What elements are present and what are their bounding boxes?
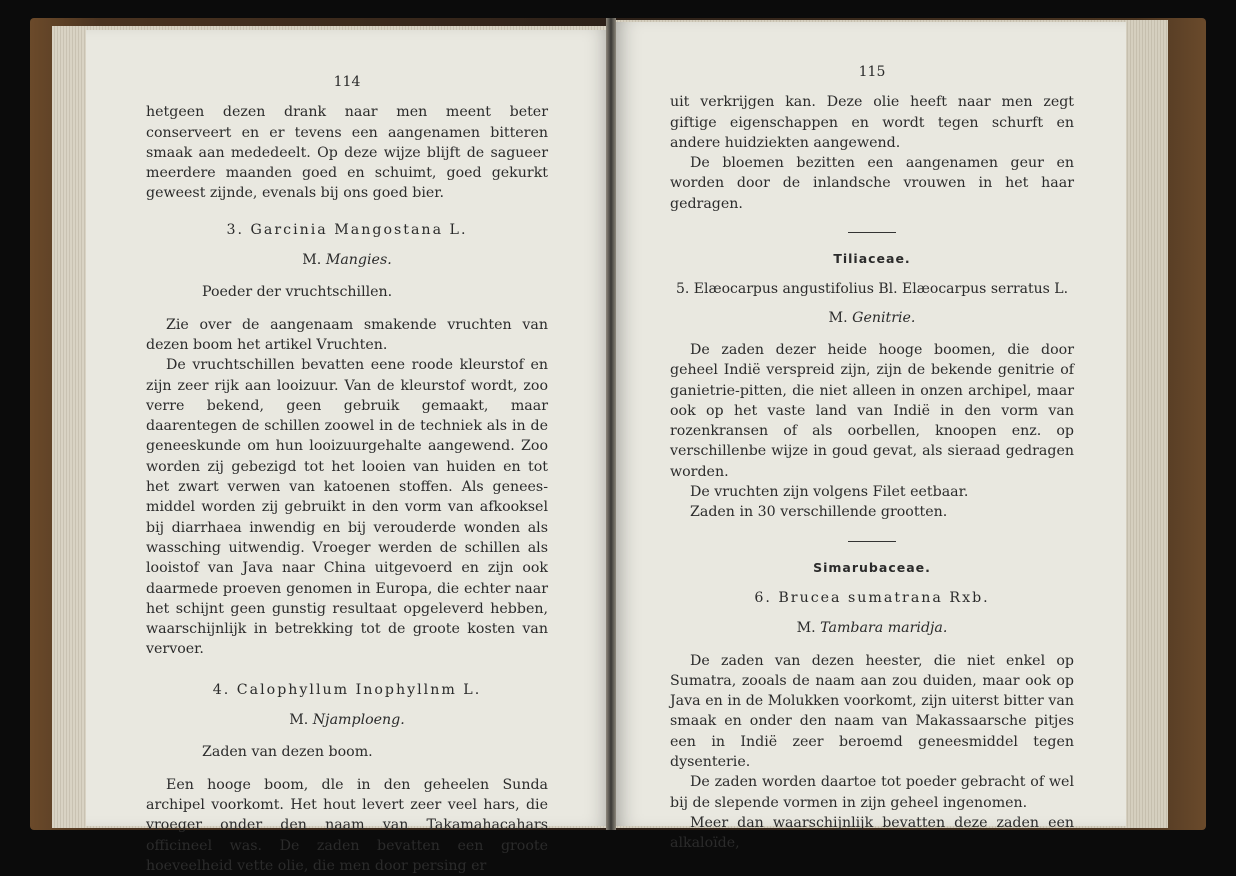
malay-name-text: Njamploeng. — [312, 712, 405, 729]
page-number: 114 — [333, 74, 361, 90]
species-heading: 5. Elæocarpus angustifolius Bl. Elæocarpus serratus L. — [675, 281, 1069, 298]
paragraph: Een hooge boom, dle in den geheelen Sunda archipel voorkomt. Het hout levert zeer veel hars, die vroeger onder den naam van Takamahacahars officineel was. De zaden bevatten een groote hoeveelheid vette olie, die men door persing er — [146, 776, 548, 874]
page-number: 115 — [858, 64, 886, 80]
paragraph: De bloemen bezitten een aangenamen geur en worden door de inlandsche vrouwen in het haar gedragen. — [670, 155, 1074, 212]
family-heading: Simarubaceae. — [813, 559, 931, 575]
paragraph: Meer dan waarschijnlijk bevatten deze zaden een alkaloïde, — [670, 814, 1074, 852]
preparation-note: Zaden van dezen boom. — [202, 744, 373, 761]
malay-name — [670, 308, 1074, 328]
species-heading: 4. Calophyllum Inophyllnm L. — [212, 681, 482, 698]
species-heading: 3. Garcinia Mangostana L. — [226, 221, 468, 238]
book-spine-gutter — [606, 18, 616, 830]
paragraph: De zaden dezer heide hooge boomen, die door geheel Indië verspreid zijn, zijn de bekende genitrie of ganietrie-pitten, die niet alleen in onzen archipel, maar ook op het vaste land van Indië in den vorm van rozenkransen of als oorbellen, knoopen enz. op verschillenbe wijze in goud gevat, als sieraad gedragen worden. — [670, 341, 1074, 480]
left-page — [86, 30, 612, 874]
species-heading: 6. Brucea sumatrana Rxb. — [754, 589, 990, 606]
paragraph: De vruchtschillen bevatten eene roode kleurstof en zijn zeer rijk aan looizuur. Van de kleurstof wordt, zoo verre bekend, geen gebruik gemaakt, maar daarentegen de schillen zoowel in de techniek als in de geneeskunde om hun looizuurgehalte aangewend. Zoo worden zij gebezigd tot het looien van huiden en tot het zwart verwen van katoenen stoffen. Als genees-middel worden zij gebruikt in den vorm van afkooksel bij diarrhaea inwendig en bij verouderde wonden als wassching uitwendig. Vroeger werden de schillen als looistof van Java naar China uitgevoerd en zijn ook daarmede proeven genomen in Europa, die echter naar het schijnt geen gunstig resultaat opgeleverd hebben, waarschijnlijk in betrekking tot de groote kosten van vervoer. — [146, 357, 548, 658]
malay-name-text: Tambara maridja. — [820, 620, 948, 637]
paragraph: De zaden worden daartoe tot poeder gebracht of wel bij de slepende vormen in zijn geheel ingenomen. — [670, 774, 1074, 811]
family-heading: Tiliaceae. — [833, 251, 911, 267]
malay-name — [146, 250, 548, 270]
malay-prefix: M. — [828, 309, 848, 326]
preparation-note: Poeder der vruchtschillen. — [202, 284, 393, 301]
section-divider — [848, 232, 896, 233]
paragraph: uit verkrijgen kan. Deze olie heeft naar men zegt giftige eigenschappen en wordt tegen schurft en andere huidziekten aangewend. — [670, 94, 1074, 151]
malay-prefix: M. — [796, 620, 816, 637]
malay-name — [670, 618, 1074, 638]
paragraph: De vruchten zijn volgens Filet eetbaar. — [690, 484, 969, 501]
malay-name — [146, 710, 548, 730]
paragraph: hetgeen dezen drank naar men meent beter conserveert en er tevens een aangenamen bitteren smaak aan mededeelt. Op deze wijze blijft de sagueer meerdere maanden goed en schuimt, goed gekurkt geweest zijnde, evenals bij ons goed bier. — [146, 104, 548, 202]
malay-name-text: Genitrie. — [852, 309, 916, 326]
malay-prefix: M. — [289, 712, 309, 729]
paragraph: Zie over de aangenaam smakende vruchten van dezen boom het artikel Vruchten. — [146, 316, 548, 353]
paragraph: De zaden van dezen heester, die niet enkel op Sumatra, zooals de naam aan zou duiden, maar ook op Java en in de Molukken voorkomt, zijn uiterst bitter van smaak en onder den naam van Makassaarsche pitjes een in Indië zeer beroemd geneesmiddel tegen dysenterie. — [670, 652, 1074, 771]
section-divider — [848, 541, 896, 542]
malay-prefix: M. — [302, 252, 322, 269]
right-page — [614, 22, 1126, 852]
malay-name-text: Mangies. — [325, 252, 392, 269]
paragraph: Zaden in 30 verschillende grootten. — [690, 504, 948, 521]
